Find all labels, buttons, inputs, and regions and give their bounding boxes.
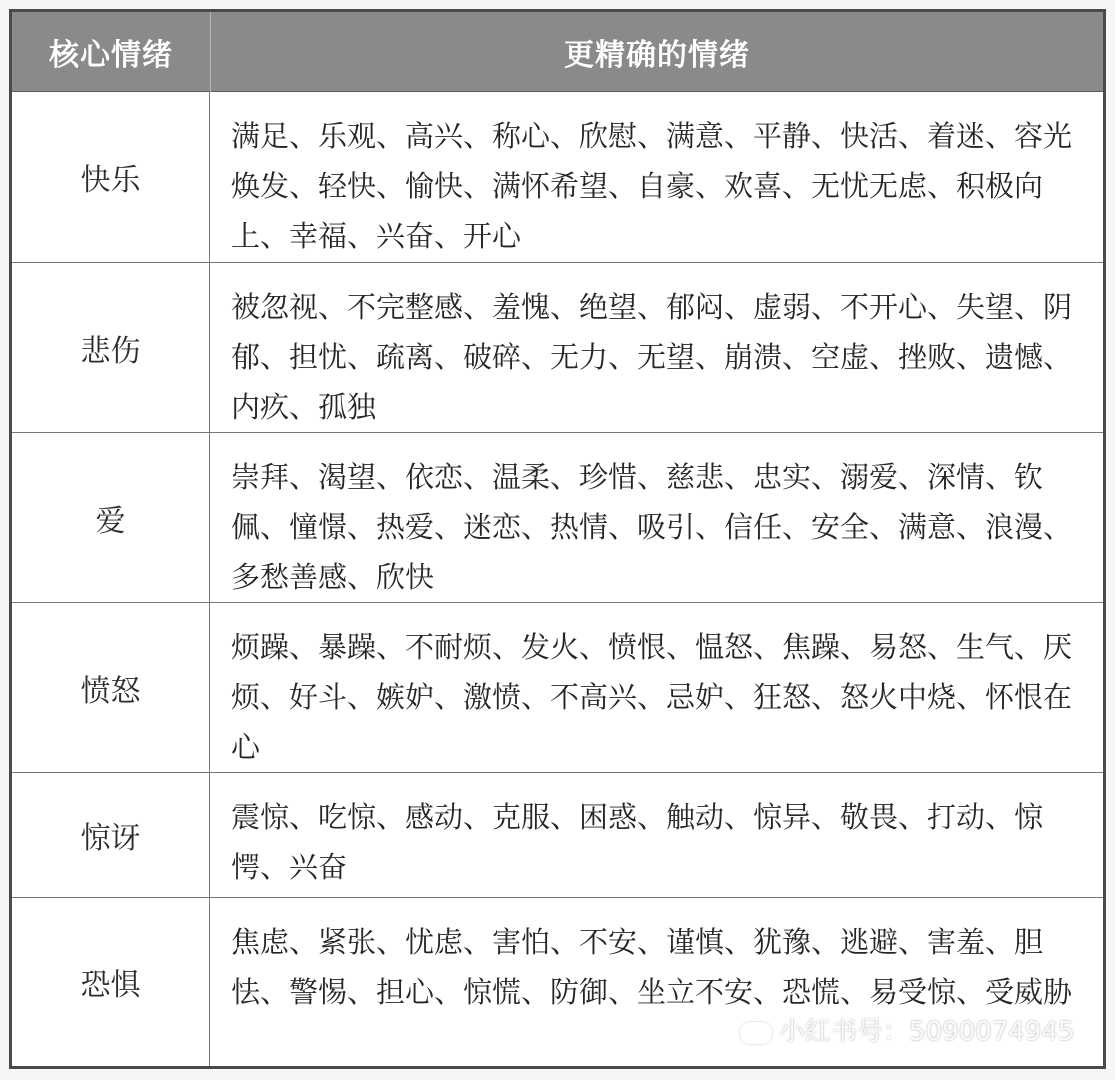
table-row-love <box>12 432 1103 602</box>
table-row-anger <box>12 602 1103 772</box>
core-emotion-cell: 悲伤 <box>12 263 210 432</box>
precise-emotions-cell: 满足、乐观、高兴、称心、欣慰、满意、平静、快活、着迷、容光焕发、轻快、愉快、满怀希望、自豪、欢喜、无忧无虑、积极向上、幸福、兴奋、开心 <box>231 119 1073 253</box>
core-emotion-cell: 爱 <box>12 433 210 602</box>
precise-emotions-cell: 崇拜、渴望、依恋、温柔、珍惜、慈悲、忠实、溺爱、深情、钦佩、憧憬、热爱、迷恋、热情、吸引、信任、安全、满意、浪漫、多愁善感、欣快 <box>231 460 1073 594</box>
table-row-sad <box>12 262 1103 432</box>
core-emotion-cell: 快乐 <box>12 92 210 262</box>
table-row-fear <box>12 897 1103 1066</box>
watermark-text: 小红书号：5090074945 <box>779 1017 1075 1047</box>
table-header-row <box>12 12 1103 92</box>
table-row-surprise <box>12 772 1103 897</box>
precise-emotions-cell: 被忽视、不完整感、羞愧、绝望、郁闷、虚弱、不开心、失望、阴郁、担忧、疏离、破碎、无力、无望、崩溃、空虚、挫败、遗憾、内疚、孤独 <box>231 290 1073 424</box>
core-emotion-cell: 恐惧 <box>12 898 210 1066</box>
precise-emotions-cell: 震惊、吃惊、感动、克服、困惑、触动、惊异、敬畏、打动、惊愕、兴奋 <box>231 800 1044 884</box>
core-emotion-header: 核心情绪 <box>49 38 173 73</box>
core-emotion-cell: 愤怒 <box>12 603 210 772</box>
core-emotion-cell: 惊讶 <box>12 773 210 897</box>
table-row-happy <box>12 92 1103 262</box>
precise-emotions-cell: 烦躁、暴躁、不耐烦、发火、愤恨、愠怒、焦躁、易怒、生气、厌烦、好斗、嫉妒、激愤、不高兴、忌妒、狂怒、怒火中烧、怀恨在心 <box>231 630 1073 764</box>
precise-emotion-header: 更精确的情绪 <box>564 38 750 73</box>
precise-emotions-cell: 焦虑、紧张、忧虑、害怕、不安、谨慎、犹豫、逃避、害羞、胆怯、警惕、担心、惊慌、防御、坐立不安、恐慌、易受惊、受威胁 <box>231 925 1073 1009</box>
emotion-table <box>9 9 1106 1069</box>
